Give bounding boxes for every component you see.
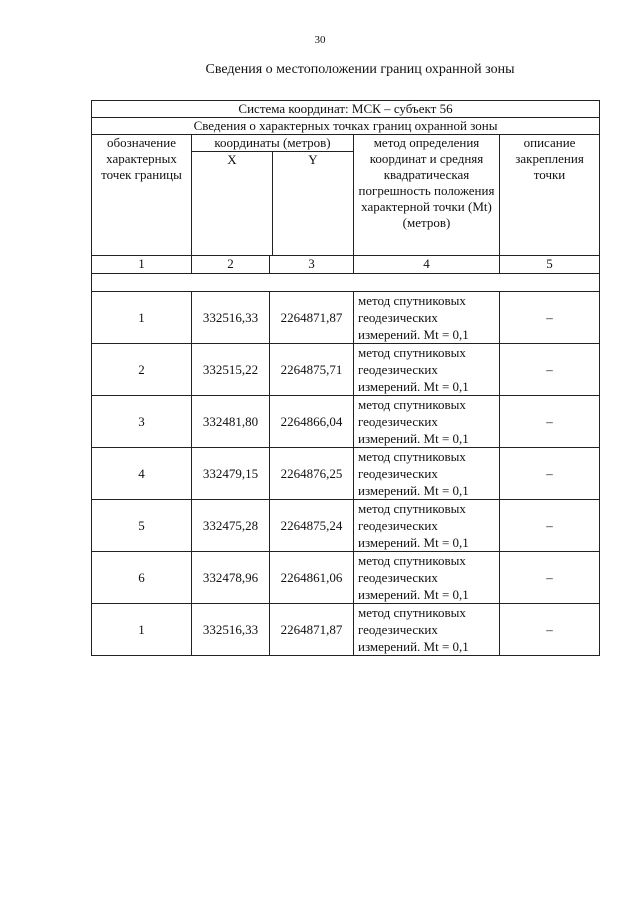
cell-point: 1	[92, 292, 192, 344]
header-x: X	[227, 152, 237, 167]
cell-point: 3	[92, 396, 192, 448]
cell-y: 2264861,06	[270, 552, 354, 604]
header-y: Y	[272, 152, 353, 255]
blank-cell	[92, 274, 600, 292]
cell-method: метод спутниковых геодезических измерений. Mt = 0,1	[354, 292, 500, 344]
cell-x: 332516,33	[192, 292, 270, 344]
cell-method: метод спутниковых геодезических измерений. Mt = 0,1	[354, 500, 500, 552]
table-row	[92, 344, 600, 396]
cell-method: метод спутниковых геодезических измерений. Mt = 0,1	[354, 552, 500, 604]
table-system-row	[92, 101, 600, 118]
cell-point: 1	[92, 604, 192, 656]
document-title: Сведения о местоположении границ охранной зоны	[205, 62, 515, 77]
table-header-row	[92, 135, 600, 256]
cell-description: –	[500, 396, 600, 448]
cell-description: –	[500, 552, 600, 604]
column-number: 2	[192, 256, 270, 274]
column-number: 3	[270, 256, 354, 274]
cell-x: 332478,96	[192, 552, 270, 604]
column-number: 4	[354, 256, 500, 274]
cell-y: 2264871,87	[270, 604, 354, 656]
blank-row	[92, 274, 600, 292]
table-subtitle-row	[92, 118, 600, 135]
header-method: метод определения координат и средняя квадратическая погрешность положения характерной точки (Mt) (метров)	[354, 135, 500, 256]
header-coords-label: координаты (метров)	[192, 135, 353, 152]
header-description: описание закрепления точки	[500, 135, 600, 256]
coordinate-system: Система координат: МСК – субъект 56	[92, 101, 600, 118]
page-number: 30	[314, 34, 326, 46]
cell-y: 2264871,87	[270, 292, 354, 344]
cell-x: 332481,80	[192, 396, 270, 448]
cell-x: 332515,22	[192, 344, 270, 396]
table-subtitle: Сведения о характерных точках границ охранной зоны	[92, 118, 600, 135]
header-point: обозначение характерных точек границы	[92, 135, 192, 256]
cell-description: –	[500, 500, 600, 552]
cell-y: 2264866,04	[270, 396, 354, 448]
table-row	[92, 604, 600, 656]
table-row	[92, 552, 600, 604]
cell-y: 2264876,25	[270, 448, 354, 500]
coordinates-table	[91, 100, 600, 656]
table-row	[92, 292, 600, 344]
header-coordinates	[192, 135, 354, 256]
cell-y: 2264875,71	[270, 344, 354, 396]
cell-y: 2264875,24	[270, 500, 354, 552]
cell-x: 332479,15	[192, 448, 270, 500]
cell-description: –	[500, 292, 600, 344]
column-number: 5	[500, 256, 600, 274]
column-numbers-row	[92, 256, 600, 274]
cell-description: –	[500, 448, 600, 500]
cell-method: метод спутниковых геодезических измерений. Mt = 0,1	[354, 396, 500, 448]
cell-point: 6	[92, 552, 192, 604]
cell-point: 5	[92, 500, 192, 552]
cell-x: 332516,33	[192, 604, 270, 656]
cell-method: метод спутниковых геодезических измерений. Mt = 0,1	[354, 448, 500, 500]
cell-method: метод спутниковых геодезических измерений. Mt = 0,1	[354, 344, 500, 396]
column-number: 1	[92, 256, 192, 274]
table-row	[92, 500, 600, 552]
table-row	[92, 448, 600, 500]
cell-description: –	[500, 344, 600, 396]
cell-method: метод спутниковых геодезических измерений. Mt = 0,1	[354, 604, 500, 656]
table-row	[92, 396, 600, 448]
cell-point: 2	[92, 344, 192, 396]
cell-description: –	[500, 604, 600, 656]
cell-point: 4	[92, 448, 192, 500]
cell-x: 332475,28	[192, 500, 270, 552]
